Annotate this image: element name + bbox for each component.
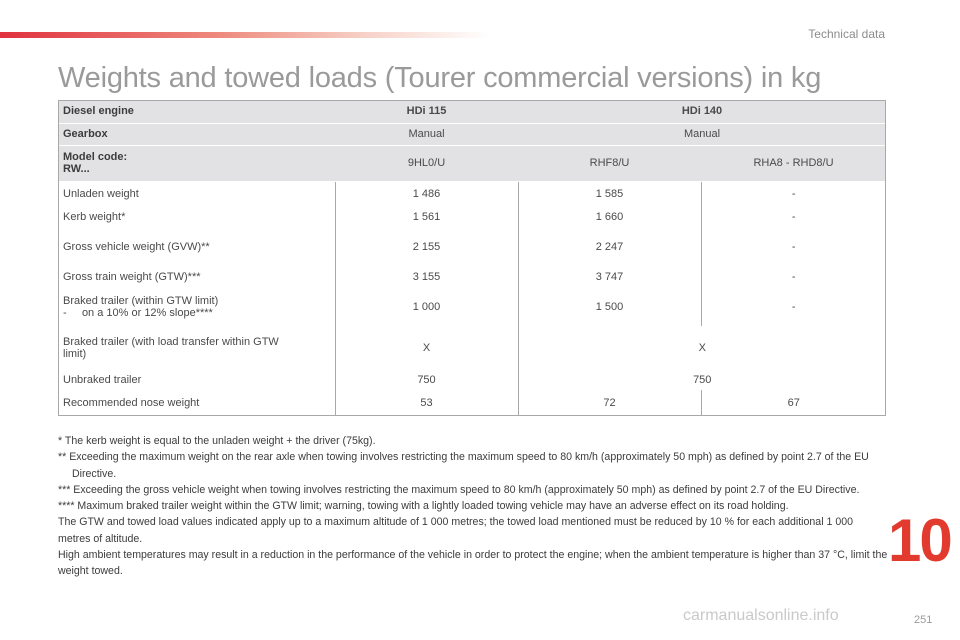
footnote-2: ** Exceeding the maximum weight on the rear axle when towing involves restricting the maximum speed to 80 km/h (approximately 50 mph) as defined by point 2.7 of the EU Directive. — [58, 451, 869, 480]
footnote-4: **** Maximum braked trailer weight within the GTW limit; warning, towing with a lightly loaded towing vehicle may have an adverse effect on its road holding. — [58, 500, 789, 513]
row-label: Gross vehicle weight (GVW)** — [63, 240, 210, 253]
header-row-gearbox — [58, 123, 886, 145]
accent-bar — [0, 32, 490, 38]
table-row — [58, 288, 886, 326]
value-cell: X — [518, 326, 886, 369]
table-row — [58, 228, 886, 265]
gearbox-hdi115: Manual — [335, 123, 518, 145]
row-label: Gross train weight (GTW)*** — [63, 270, 201, 283]
value-cell: 3 155 — [335, 265, 518, 288]
watermark[interactable]: carmanualsonline.info — [683, 607, 839, 624]
table-row — [58, 369, 886, 390]
row-label-line1: Braked trailer (within GTW limit) — [63, 295, 219, 307]
value-cell: 53 — [335, 390, 518, 416]
weights-table — [58, 100, 886, 416]
value-cell: 1 486 — [335, 181, 518, 206]
value-cell: 3 747 — [518, 265, 701, 288]
engine-hdi140: HDi 140 — [518, 100, 886, 123]
value-cell: 67 — [701, 390, 886, 416]
engine-hdi115: HDi 115 — [335, 100, 518, 123]
gearbox-label: Gearbox — [58, 123, 335, 145]
table-row — [58, 181, 886, 206]
row-label-line2: limit) — [63, 347, 87, 360]
model-code-cell: RHA8 - RHD8/U — [701, 145, 886, 181]
section-name: Technical data — [808, 27, 885, 41]
value-cell: - — [701, 228, 886, 265]
value-cell: - — [701, 288, 886, 326]
value-cell: 72 — [518, 390, 701, 416]
gearbox-hdi140: Manual — [518, 123, 886, 145]
value-cell: 2 155 — [335, 228, 518, 265]
value-cell: 1 660 — [518, 206, 701, 228]
model-code-cell: 9HL0/U — [335, 145, 518, 181]
value-cell: 1 585 — [518, 181, 701, 206]
row-label: Unladen weight — [63, 187, 139, 200]
footnotes — [58, 433, 888, 580]
chapter-number: 10 — [888, 507, 951, 574]
diesel-engine-label: Diesel engine — [58, 100, 335, 123]
footnote-1: * The kerb weight is equal to the unladen weight + the driver (75kg). — [58, 435, 376, 447]
row-label — [58, 326, 335, 369]
model-code-label-line1: Model code: — [63, 151, 128, 163]
model-code-label — [58, 145, 335, 181]
table-row — [58, 390, 886, 416]
table-row — [58, 265, 886, 288]
row-label: Unbraked trailer — [63, 373, 142, 386]
altitude-note: The GTW and towed load values indicated apply up to a maximum altitude of 1 000 metres; the towed load mentioned must be reduced by 10 % for each additional 1 000 metres of altitude. — [58, 516, 854, 545]
value-cell: - — [701, 181, 886, 206]
footnote-3: *** Exceeding the gross vehicle weight when towing involves restricting the maximum speed to 80 km/h (approximately 50 mph) as defined by point 2.7 of the EU Directive. — [58, 483, 860, 496]
header-row-model-code — [58, 145, 886, 181]
model-code-cell: RHF8/U — [518, 145, 701, 181]
value-cell: X — [335, 326, 518, 369]
row-label: Recommended nose weight — [63, 397, 200, 409]
row-label: Kerb weight* — [63, 211, 126, 223]
table-row — [58, 206, 886, 228]
temperature-note: High ambient temperatures may result in a reduction in the performance of the vehicle in order to protect the engine; when the ambient temperature is higher than 37 °C, limit the weight towed. — [58, 549, 888, 578]
model-code-label-line2: RW... — [63, 163, 90, 175]
value-cell: 2 247 — [518, 228, 701, 265]
table-row — [58, 326, 886, 369]
value-cell: 1 561 — [335, 206, 518, 228]
value-cell: - — [701, 206, 886, 228]
value-cell: - — [701, 265, 886, 288]
page-number: 251 — [914, 614, 933, 626]
page-title: Weights and towed loads (Tourer commercial versions) in kg — [58, 62, 822, 94]
row-label-line2: - on a 10% or 12% slope**** — [63, 307, 213, 319]
value-cell: 750 — [518, 369, 886, 390]
header-row-engine — [58, 100, 886, 123]
value-cell: 750 — [335, 369, 518, 390]
row-label — [58, 288, 335, 326]
row-label-line1: Braked trailer (with load transfer within GTW — [63, 335, 279, 348]
value-cell: 1 500 — [518, 288, 701, 326]
value-cell: 1 000 — [335, 288, 518, 326]
